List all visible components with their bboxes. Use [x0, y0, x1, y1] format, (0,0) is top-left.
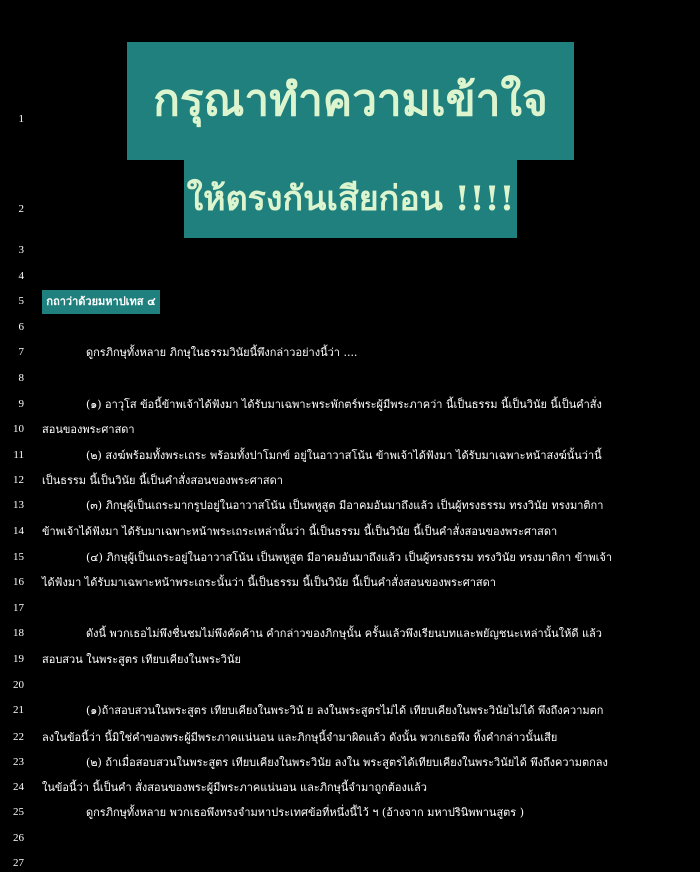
text-line: (๓) ภิกษุผู้เป็นเถระมากรูปอยู่ในอาวาสโน้น เป็นพหูสูต มีอาคมอันมาถึงแล้ว เป็นผู้ทรงธรรม ทรงวินัย ทรงมาติกา: [86, 499, 604, 512]
text-line: ดูกรภิกษุทั้งหลาย พวกเธอพึงทรงจำมหาประเทศข้อที่หนึ่งนี้ไว้ ฯ (อ้างจาก มหาปรินิพพานสูตร ): [86, 806, 525, 819]
line-number: 8: [18, 372, 24, 384]
line-number: 4: [18, 270, 24, 282]
text-line: (๔) ภิกษุผู้เป็นเถระอยู่ในอาวาสโน้น เป็นพหูสูต มีอาคมอันมาถึงแล้ว เป็นผู้ทรงธรรม ทรงวินัย ทรงมาติกา ข้าพเจ้า: [86, 551, 613, 564]
line-number: 13: [13, 499, 24, 511]
line-number: 17: [13, 602, 24, 614]
line-number: 9: [18, 398, 24, 410]
text-line: ข้าพเจ้าได้ฟังมา ได้รับมาเฉพาะหน้าพระเถระเหล่านั้นว่า นี้เป็นธรรม นี้เป็นวินัย นี้เป็นคำสั่งสอนของพระศาสดา: [42, 525, 558, 538]
line-number: 19: [13, 653, 24, 665]
line-number: 22: [13, 731, 24, 743]
line-number: 14: [13, 525, 24, 537]
line-number: 21: [13, 704, 24, 716]
line-number: 26: [13, 832, 24, 844]
line-number: 12: [13, 474, 24, 486]
text-line: (๒) สงฆ์พร้อมทั้งพระเถระ พร้อมทั้งปาโมกข์ อยู่ในอาวาสโน้น ข้าพเจ้าได้ฟังมา ได้รับมาเฉพาะหน้าสงฆ์นั้นว่านี้: [86, 449, 602, 462]
line-number: 24: [13, 781, 24, 793]
text-line: (๑) อาวุโส ข้อนี้ข้าพเจ้าได้ฟังมา ได้รับมาเฉพาะพระพักตร์พระผู้มีพระภาคว่า นี้เป็นธรรม นี้เป็นวินัย นี้เป็นคำสั่ง: [86, 398, 602, 411]
line-number: 27: [13, 857, 24, 869]
section-heading: กถาว่าด้วยมหาปเทส ๔: [42, 290, 160, 314]
line-number: 6: [18, 321, 24, 333]
text-line: ดูกรภิกษุทั้งหลาย ภิกษุในธรรมวินัยนี้พึงกล่าวอย่างนี้ว่า ....: [86, 346, 358, 359]
text-line: ดังนี้ พวกเธอไม่พึงชื่นชมไม่พึงคัดค้าน คำกล่าวของภิกษุนั้น ครั้นแล้วพึงเรียนบทและพยัญชนะเหล่านั้นให้ดี แล้ว: [86, 627, 602, 640]
text-line: (๒) ถ้าเมื่อสอบสวนในพระสูตร เทียบเคียงในพระวินัย ลงใน พระสูตรได้เทียบเคียงในพระวินัยได้ พึงถึงความตกลง: [86, 756, 608, 769]
line-number: 11: [13, 449, 24, 461]
text-line: สอบสวน ในพระสูตร เทียบเคียงในพระวินัย: [42, 653, 241, 666]
text-line: ในข้อนี้ว่า นี้เป็นคำ สั่งสอนของพระผู้มีพระภาคแน่นอน และภิกษุนี้จำมาถูกต้องแล้ว: [42, 781, 427, 794]
line-number: 7: [18, 346, 24, 358]
line-number: 25: [13, 806, 24, 818]
line-number: 2: [18, 203, 24, 215]
line-number: 3: [18, 244, 24, 256]
line-number: 20: [13, 679, 24, 691]
line-number: 15: [13, 551, 24, 563]
banner-line-2: ให้ตรงกันเสียก่อน !!!!: [184, 160, 517, 238]
line-number: 1: [18, 113, 24, 125]
text-line: ลงในข้อนี้ว่า นี้มิใช่คำของพระผู้มีพระภาคแน่นอน และภิกษุนี้จำมาผิดแล้ว ดังนั้น พวกเธอพึง ทิ้งคำกล่าวนั้นเสีย: [42, 731, 558, 744]
line-number: 18: [13, 627, 24, 639]
text-line: เป็นธรรม นี้เป็นวินัย นี้เป็นคำสั่งสอนของพระศาสดา: [42, 474, 283, 487]
text-line: ได้ฟังมา ได้รับมาเฉพาะหน้าพระเถระนั้นว่า นี้เป็นธรรม นี้เป็นวินัย นี้เป็นคำสั่งสอนของพระศาสดา: [42, 576, 496, 589]
text-line: สอนของพระศาสดา: [42, 423, 135, 436]
line-number: 5: [18, 295, 24, 307]
line-number: 10: [13, 423, 24, 435]
line-number: 23: [13, 756, 24, 768]
text-line: (๑)ถ้าสอบสวนในพระสูตร เทียบเคียงในพระวินั ย ลงในพระสูตรไม่ได้ เทียบเคียงในพระวินัยไม่ได้ พึงถึงความตก: [86, 704, 604, 717]
line-number: 16: [13, 576, 24, 588]
banner-line-1: กรุณาทำความเข้าใจ: [127, 42, 574, 160]
